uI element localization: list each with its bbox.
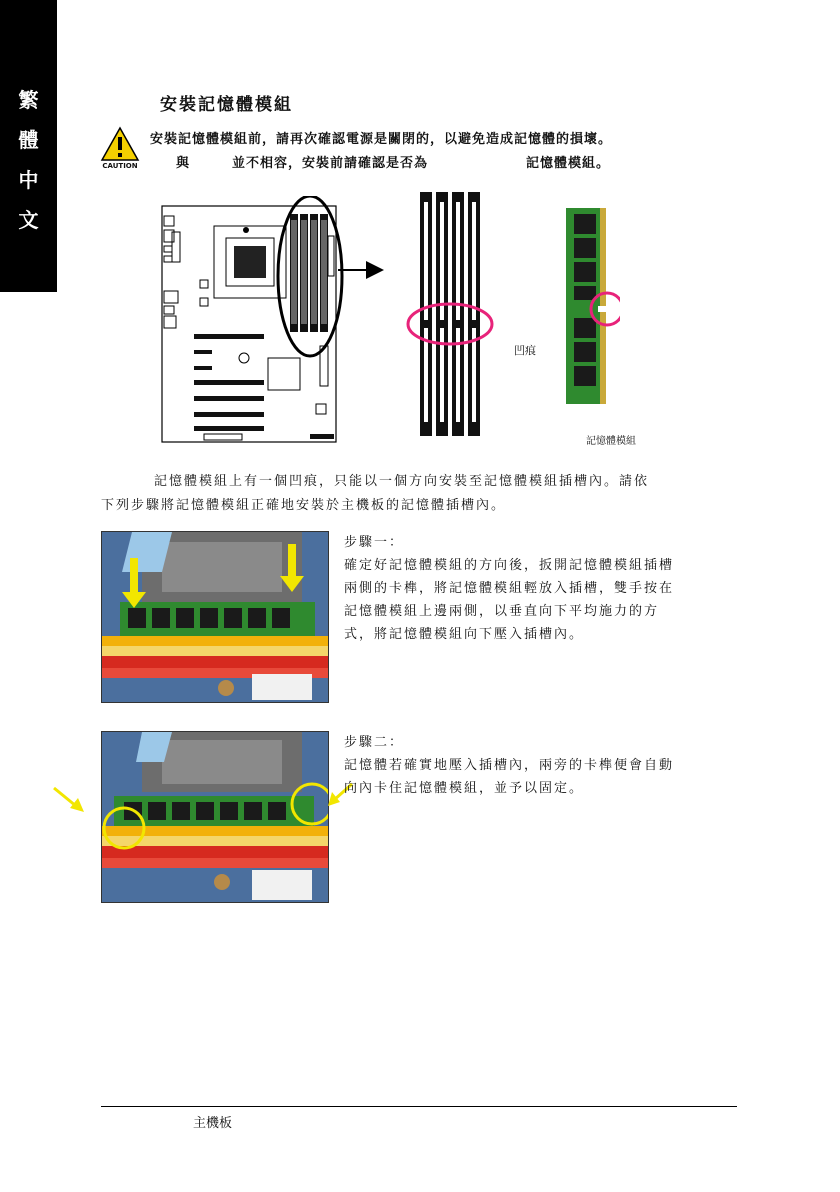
motherboard-diagram	[160, 196, 380, 446]
intro-line-1: 記憶體模組上有一個凹痕，只能以一個方向安裝至記憶體模組插槽內。請依	[154, 474, 650, 489]
step1-line: 記憶體模組上邊兩側，以垂直向下平均施力的方	[344, 604, 660, 619]
pointer-arrow-icon	[52, 786, 86, 814]
step1-line: 兩側的卡榫，將記憶體模組輕放入插槽，雙手按在	[344, 581, 675, 596]
side-tab-char: 中	[18, 168, 39, 192]
side-tab-char: 繁	[18, 88, 39, 112]
footer-rule	[101, 1106, 737, 1107]
caution-icon-label: CAUTION	[102, 162, 138, 170]
footer-label: 主機板	[193, 1116, 233, 1131]
step2-line: 向內卡住記憶體模組，並予以固定。	[344, 781, 585, 796]
step1-line: 確定好記憶體模組的方向後，扳開記憶體模組插槽	[344, 558, 675, 573]
dimm-slots-closeup	[406, 190, 508, 438]
caution-line-2c: 記憶體模組。	[526, 156, 611, 171]
caution-line-1: 安裝記憶體模組前，請再次確認電源是關閉的，以避免造成記憶體的損壞。	[150, 132, 613, 147]
step1-heading: 步驟一：	[344, 535, 405, 550]
memory-module-image	[560, 206, 620, 406]
notch-label: 凹痕	[514, 344, 536, 357]
step1-line: 式，將記憶體模組向下壓入插槽內。	[344, 627, 585, 642]
caution-line-2a: 與	[176, 156, 191, 171]
step1-photo	[101, 531, 329, 703]
intro-line-2: 下列步驟將記憶體模組正確地安裝於主機板的記憶體插槽內。	[101, 498, 507, 513]
side-tab-char: 文	[18, 208, 39, 232]
step2-heading: 步驟二：	[344, 735, 405, 750]
language-side-tab	[0, 0, 57, 292]
step2-photo	[101, 731, 329, 903]
caution-line-2b: 並不相容，安裝前請確認是否為	[232, 156, 429, 171]
module-label: 記憶體模組	[586, 436, 636, 447]
caution-icon	[100, 126, 140, 174]
step2-line: 記憶體若確實地壓入插槽內，兩旁的卡榫便會自動	[344, 758, 675, 773]
section-title: 安裝記憶體模組	[160, 95, 293, 115]
side-tab-char: 體	[18, 128, 39, 152]
arrow-right-icon	[338, 258, 386, 282]
